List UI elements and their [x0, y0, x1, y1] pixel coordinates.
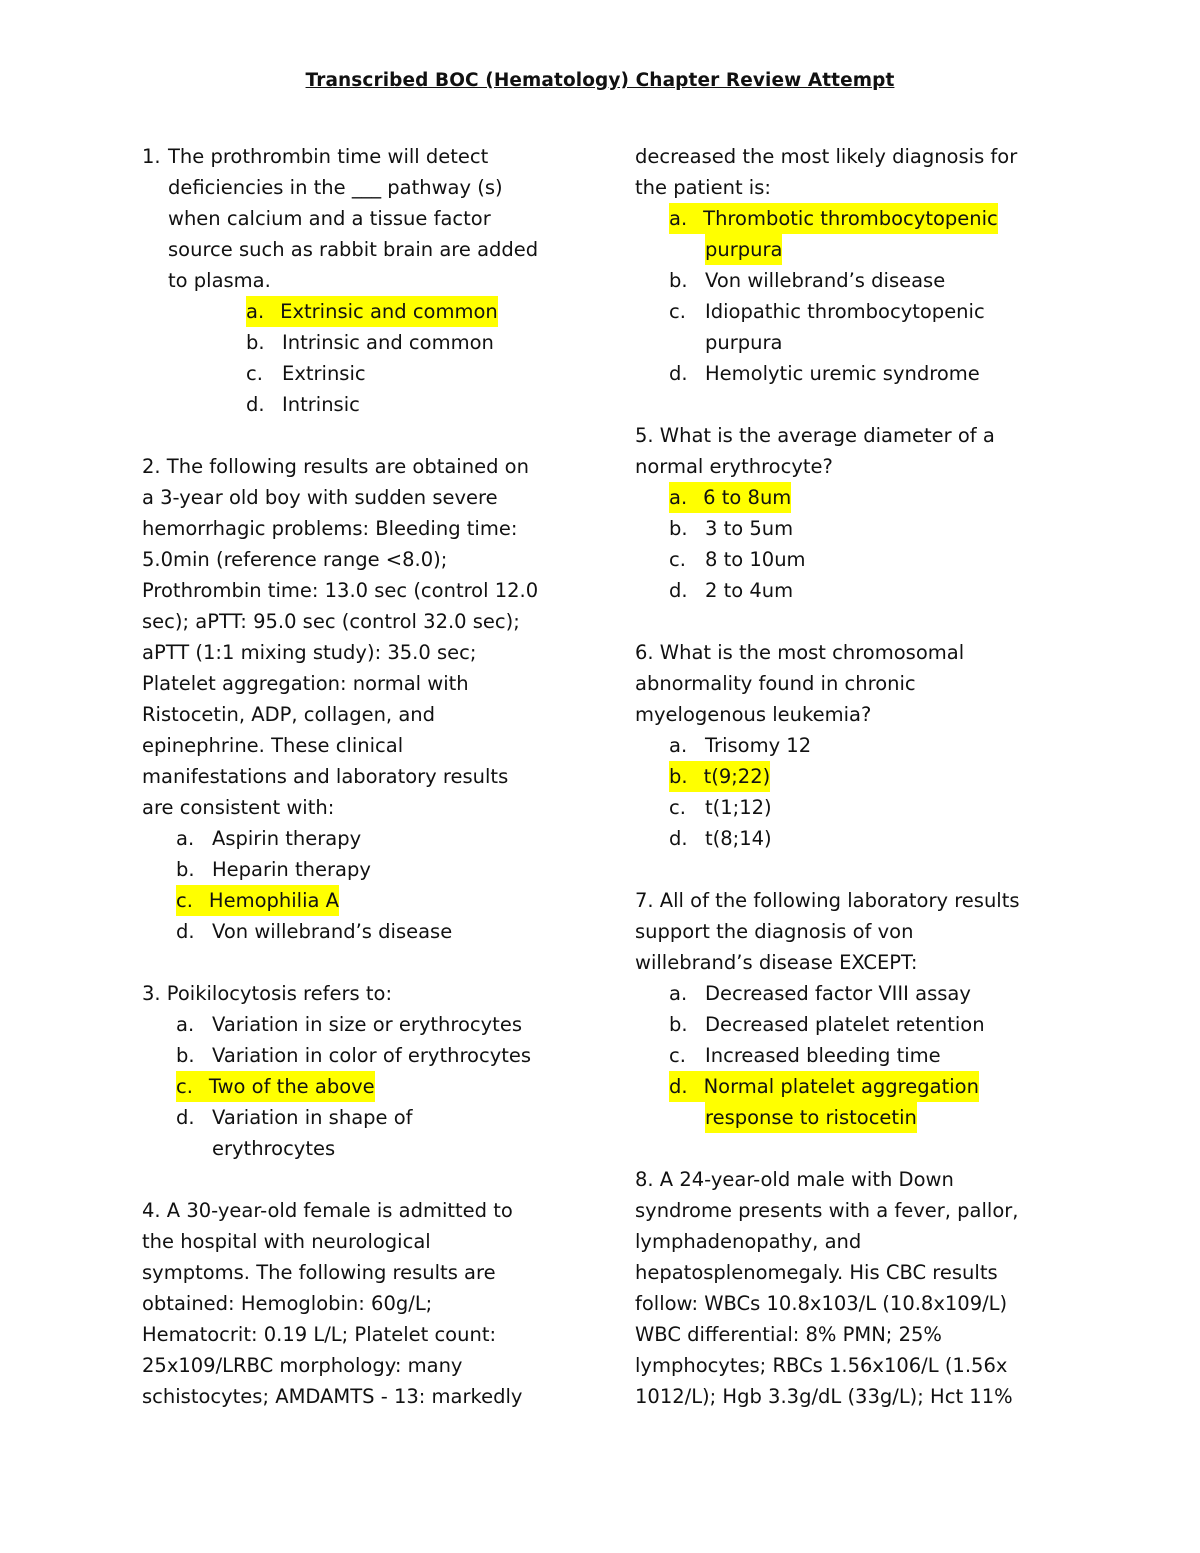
option-letter: c.: [669, 796, 686, 819]
answer-option-correct: [635, 1071, 1065, 1102]
question-4: [142, 1195, 582, 1412]
question-text-line: a 3-year old boy with sudden severe: [142, 486, 498, 509]
option-letter: c.: [669, 548, 686, 571]
answer-option-correct-continued: [635, 1102, 1065, 1133]
question-text-line: willebrand’s disease EXCEPT:: [635, 951, 918, 974]
option-letter: b.: [669, 1013, 688, 1036]
question-text-line: 6. What is the most chromosomal: [635, 641, 965, 664]
question-4-continued: [635, 141, 1065, 389]
answer-option: [142, 1040, 582, 1071]
option-text: Heparin therapy: [212, 858, 371, 881]
question-text-line: symptoms. The following results are: [142, 1261, 496, 1284]
option-letter: b.: [669, 269, 688, 292]
option-text: purpura: [705, 331, 783, 354]
answer-option: [142, 823, 582, 854]
question-text-line: 1012/L); Hgb 3.3g/dL (33g/L); Hct 11%: [635, 1385, 1013, 1408]
question-text-line: sec); aPTT: 95.0 sec (control 32.0 sec);: [142, 610, 520, 633]
question-text-line: syndrome presents with a fever, pallor,: [635, 1199, 1019, 1222]
option-text: Von willebrand’s disease: [705, 269, 946, 292]
answer-option-correct: [635, 482, 1065, 513]
question-1: [142, 141, 582, 420]
option-text: t(9;22): [703, 765, 771, 788]
answer-option-correct: [142, 1071, 582, 1102]
option-text: Extrinsic: [282, 362, 366, 385]
answer-option-correct: [142, 885, 582, 916]
question-text-line: support the diagnosis of von: [635, 920, 914, 943]
answer-option: [142, 358, 582, 389]
question-text-line: 4. A 30-year-old female is admitted to: [142, 1199, 513, 1222]
answer-option: [635, 575, 1065, 606]
page-title: Transcribed BOC (Hematology) Chapter Review Attempt: [305, 70, 895, 91]
option-text: purpura: [705, 234, 782, 265]
question-text-line: 7. All of the following laboratory results: [635, 889, 1020, 912]
question-text-line: to plasma.: [168, 269, 271, 292]
answer-option: [635, 823, 1065, 854]
option-text: Thrombotic thrombocytopenic: [703, 207, 998, 230]
question-text-line: normal erythrocyte?: [635, 455, 833, 478]
answer-option: [635, 296, 1065, 327]
answer-option: [142, 389, 582, 420]
question-text-line: WBC differential: 8% PMN; 25%: [635, 1323, 942, 1346]
option-text: response to ristocetin: [705, 1102, 917, 1133]
option-text: Idiopathic thrombocytopenic: [705, 300, 985, 323]
option-letter: c.: [246, 362, 263, 385]
option-text: 6 to 8um: [703, 486, 792, 509]
question-text-line: 5.0min (reference range <8.0);: [142, 548, 448, 571]
option-text: Hemophilia A: [208, 889, 339, 912]
question-text-line: abnormality found in chronic: [635, 672, 916, 695]
question-text-line: schistocytes; AMDAMTS - 13: markedly: [142, 1385, 523, 1408]
answer-option: [142, 916, 582, 947]
option-text: Two of the above: [208, 1075, 375, 1098]
answer-option: [142, 854, 582, 885]
question-text-line: Hematocrit: 0.19 L/L; Platelet count:: [142, 1323, 497, 1346]
option-letter: a.: [246, 300, 265, 323]
question-3: [142, 978, 582, 1164]
answer-option: [142, 1102, 582, 1133]
question-text-line: when calcium and a tissue factor: [168, 207, 491, 230]
question-text-line: 3. Poikilocytosis refers to:: [142, 982, 393, 1005]
option-text: Decreased factor VIII assay: [705, 982, 971, 1005]
option-text: Variation in color of erythrocytes: [212, 1044, 532, 1067]
question-text-line: 8. A 24-year-old male with Down: [635, 1168, 954, 1191]
question-text-line: The prothrombin time will detect: [168, 145, 489, 168]
question-7: [635, 885, 1065, 1133]
question-text-line: Prothrombin time: 13.0 sec (control 12.0: [142, 579, 539, 602]
question-8: [635, 1164, 1065, 1412]
option-letter: a.: [669, 734, 688, 757]
option-letter: c.: [176, 889, 193, 912]
option-letter: b.: [176, 858, 195, 881]
question-6: [635, 637, 1065, 854]
option-text: Von willebrand’s disease: [212, 920, 453, 943]
option-letter: b.: [246, 331, 265, 354]
answer-option: [635, 978, 1065, 1009]
question-text-line: epinephrine. These clinical: [142, 734, 404, 757]
answer-option: [142, 1009, 582, 1040]
answer-option-correct: [635, 203, 1065, 234]
option-letter: a.: [669, 207, 688, 230]
question-text-line: manifestations and laboratory results: [142, 765, 509, 788]
option-letter: c.: [669, 1044, 686, 1067]
option-text: Decreased platelet retention: [705, 1013, 985, 1036]
answer-option: [635, 265, 1065, 296]
option-letter: b.: [669, 765, 688, 788]
answer-option-correct-continued: [635, 234, 1065, 265]
option-text: Aspirin therapy: [212, 827, 362, 850]
option-letter: a.: [176, 827, 195, 850]
option-letter: c.: [176, 1075, 193, 1098]
question-5: [635, 420, 1065, 606]
question-2: [142, 451, 582, 947]
option-letter: c.: [669, 300, 686, 323]
question-text-line: 25x109/LRBC morphology: many: [142, 1354, 463, 1377]
answer-option-continued: [635, 327, 1065, 358]
option-text: Increased bleeding time: [705, 1044, 941, 1067]
question-text-line: myelogenous leukemia?: [635, 703, 872, 726]
answer-option: [635, 513, 1065, 544]
left-column: [142, 141, 582, 1412]
question-text-line: are consistent with:: [142, 796, 335, 819]
option-letter: b.: [669, 517, 688, 540]
question-text-line: 5. What is the average diameter of a: [635, 424, 995, 447]
option-letter: d.: [669, 827, 688, 850]
question-text-line: source such as rabbit brain are added: [168, 238, 539, 261]
answer-option: [635, 730, 1065, 761]
option-text: Variation in size or erythrocytes: [212, 1013, 522, 1036]
answer-option-correct: [635, 761, 1065, 792]
answer-option-continued: [142, 1133, 582, 1164]
option-letter: d.: [669, 579, 688, 602]
option-letter: b.: [176, 1044, 195, 1067]
option-text: Trisomy 12: [705, 734, 812, 757]
answer-option: [635, 1009, 1065, 1040]
option-letter: a.: [176, 1013, 195, 1036]
question-text-line: Platelet aggregation: normal with: [142, 672, 469, 695]
question-text-line: 2. The following results are obtained on: [142, 455, 529, 478]
question-number: 1.: [142, 145, 161, 168]
question-text-line: deficiencies in the ___ pathway (s): [168, 176, 503, 199]
question-text-line: hemorrhagic problems: Bleeding time:: [142, 517, 518, 540]
answer-option-correct: [142, 296, 582, 327]
option-letter: d.: [176, 1106, 195, 1129]
option-text: Variation in shape of: [212, 1106, 413, 1129]
question-text-line: aPTT (1:1 mixing study): 35.0 sec;: [142, 641, 477, 664]
question-text-line: lymphocytes; RBCs 1.56x106/L (1.56x: [635, 1354, 1008, 1377]
question-text-line: the patient is:: [635, 176, 771, 199]
option-text: t(8;14): [705, 827, 772, 850]
option-text: Extrinsic and common: [280, 300, 498, 323]
question-text-line: Ristocetin, ADP, collagen, and: [142, 703, 436, 726]
answer-option: [635, 358, 1065, 389]
question-text-line: lymphadenopathy, and: [635, 1230, 862, 1253]
option-text: Intrinsic: [282, 393, 360, 416]
question-text-line: hepatosplenomegaly. His CBC results: [635, 1261, 998, 1284]
option-letter: d.: [669, 1075, 688, 1098]
answer-option: [635, 1040, 1065, 1071]
right-column: [635, 141, 1065, 1412]
option-text: 8 to 10um: [705, 548, 806, 571]
question-text-line: obtained: Hemoglobin: 60g/L;: [142, 1292, 433, 1315]
option-text: Intrinsic and common: [282, 331, 494, 354]
option-text: 2 to 4um: [705, 579, 794, 602]
option-letter: a.: [669, 982, 688, 1005]
option-text: 3 to 5um: [705, 517, 794, 540]
option-text: erythrocytes: [212, 1137, 336, 1160]
answer-option: [635, 544, 1065, 575]
option-letter: d.: [669, 362, 688, 385]
option-text: Hemolytic uremic syndrome: [705, 362, 980, 385]
option-letter: d.: [176, 920, 195, 943]
option-letter: a.: [669, 486, 688, 509]
question-text-line: decreased the most likely diagnosis for: [635, 145, 1018, 168]
answer-option: [635, 792, 1065, 823]
option-letter: d.: [246, 393, 265, 416]
question-text-line: the hospital with neurological: [142, 1230, 431, 1253]
answer-option: [142, 327, 582, 358]
question-text-line: follow: WBCs 10.8x103/L (10.8x109/L): [635, 1292, 1008, 1315]
option-text: Normal platelet aggregation: [703, 1075, 979, 1098]
option-text: t(1;12): [705, 796, 772, 819]
